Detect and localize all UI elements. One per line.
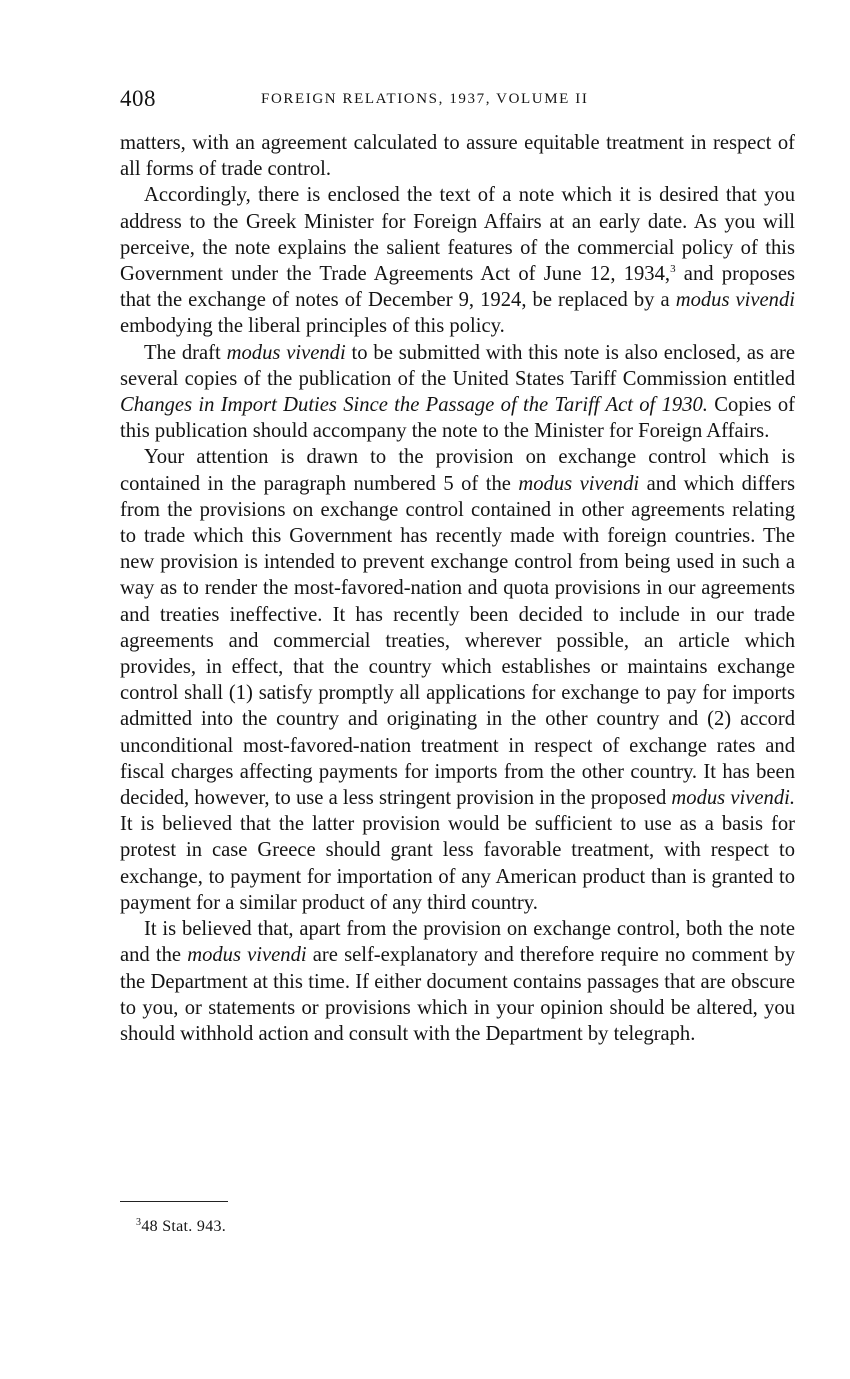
paragraph-3-text-a: The draft	[144, 341, 227, 364]
paragraph-4-text-c: and which differs from the provisions on exchange control contained in other agreements relating to trade which this Government has recently made with foreign countries. The new provision is intended to prevent exchange control from being used in such a way as to render the most-favored-nation and quota provisions in our agreements and treaties ineffective. It has recently been decided to include in our trade agreements and commercial treaties, wherever possible, an article which provides, in effect, that the country which establishes or maintains exchange control shall (1) satisfy promptly all applications for exchange to pay for imports admitted into the country and originating in the other country and (2) accord unconditional most-favored-nation treatment in respect of exchange rates and fiscal charges affecting payments for imports from the other country. It has been decided, however, to use a less stringent provision in the proposed	[120, 472, 795, 810]
paragraph-2-text-b: and proposes that the exchange of notes of December 9, 1924, be replaced by a	[120, 263, 796, 312]
page-header	[120, 86, 800, 116]
paragraph-2-text-d: embodying the liberal principles of this policy.	[120, 315, 505, 338]
footnote-reference: 3	[670, 263, 676, 276]
footnote-divider	[120, 1201, 228, 1202]
paragraph-4-italic-b: modus vivendi	[518, 472, 640, 495]
paragraph-4-text-a: Your attention is drawn to the provision on exchange control which is contained in the paragraph numbered 5 of the	[120, 446, 795, 495]
footnote-mark: 3	[136, 1217, 142, 1228]
footnote-text: 48 Stat. 943.	[141, 1218, 227, 1235]
paragraph-4-italic-d: modus vivendi.	[671, 787, 795, 810]
paragraph-3	[120, 340, 795, 445]
publication-title: Changes in Import Duties Since the Passage of the Tariff Act of 1930.	[120, 394, 708, 417]
body-text	[120, 130, 795, 1047]
paragraph-1	[120, 130, 795, 182]
running-head: FOREIGN RELATIONS, 1937, VOLUME II	[261, 91, 589, 107]
paragraph-5-italic-b: modus vivendi	[187, 944, 307, 967]
paragraph-4-text-e: It is believed that the latter provision would be sufficient to use as a basis for protest in case Greece should grant less favorable treatment, with respect to exchange, to payment for importation of any American product than is granted to payment for a similar product of any third country.	[120, 813, 795, 914]
paragraph-1-text: matters, with an agreement calculated to assure equitable treatment in respect of all forms of trade control.	[120, 132, 795, 181]
paragraph-3-text-e: Copies of this publication should accompany the note to the Minister for Foreign Affairs.	[120, 394, 795, 443]
paragraph-2-italic: modus vivendi	[675, 289, 796, 312]
paragraph-5	[120, 916, 795, 1047]
paragraph-2	[120, 182, 795, 339]
paragraph-3-text-c: to be submitted with this note is also enclosed, as are several copies of the publication of the United States Tariff Commission entitled	[120, 341, 795, 390]
footnote	[136, 1218, 226, 1236]
paragraph-3-italic-b: modus vivendi	[226, 341, 346, 364]
page-number: 408	[120, 86, 156, 111]
paragraph-4	[120, 444, 795, 916]
paragraph-5-text-c: are self-explanatory and therefore require no comment by the Department at this time. If either document contains passages that are obscure to you, or statements or provisions which in your opinion should be altered, you should withhold action and consult with the Department by telegraph.	[120, 944, 795, 1045]
paragraph-5-text-a: It is believed that, apart from the provision on exchange control, both the note and the	[120, 918, 795, 967]
paragraph-2-text-a: Accordingly, there is enclosed the text of a note which it is desired that you address to the Greek Minister for Foreign Affairs at an early date. As you will perceive, the note explains the salient features of the commercial policy of this Government under the Trade Agreements Act of June 12, 1934,	[120, 184, 795, 286]
